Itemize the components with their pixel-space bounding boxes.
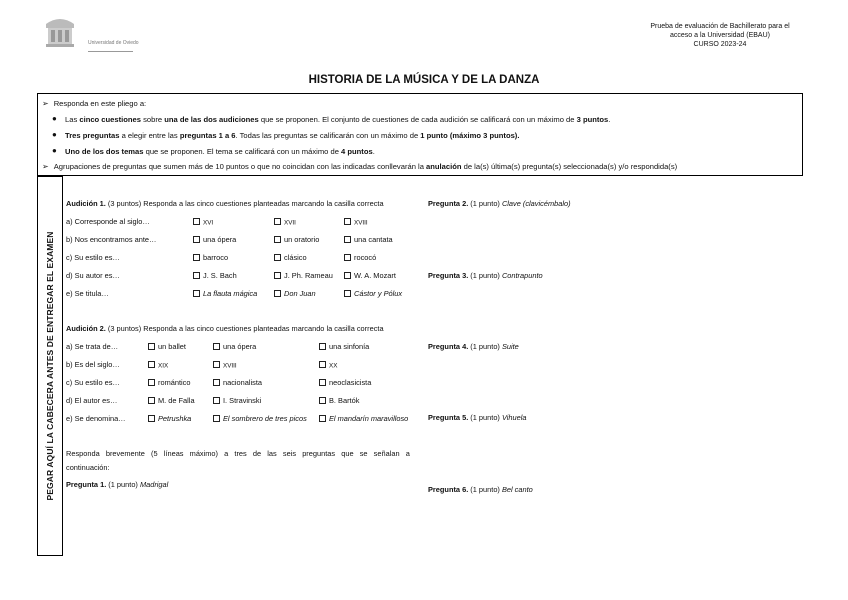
- checkbox[interactable]: [148, 343, 155, 350]
- checkbox[interactable]: [319, 415, 326, 422]
- aud2-question-b: b) Es del siglo…: [66, 360, 120, 369]
- checkbox[interactable]: [344, 236, 351, 243]
- checkbox[interactable]: [193, 254, 200, 261]
- aud2-question-e: e) Se denomina…: [66, 414, 126, 423]
- pregunta-1: Pregunta 1. (1 punto) Madrigal: [66, 480, 169, 489]
- checkbox[interactable]: [319, 343, 326, 350]
- instruction-bullet-1: Las cinco cuestiones sobre una de las dos audiciones que se proponen. El conjunto de cuestiones de cada audición se calificará con un máximo de 3 puntos.: [65, 115, 611, 124]
- aud2-question-c: c) Su estilo es…: [66, 378, 120, 387]
- aud2-d-option-3[interactable]: B. Bartók: [319, 396, 359, 405]
- checkbox[interactable]: [213, 379, 220, 386]
- pregunta-4: Pregunta 4. (1 punto) Suite: [428, 342, 519, 351]
- checkbox[interactable]: [213, 415, 220, 422]
- instructions-box: [37, 93, 803, 176]
- exam-info-line2: acceso a la Universidad (EBAU): [670, 32, 770, 39]
- aud1-question-d: d) Su autor es…: [66, 271, 120, 280]
- aud2-d-option-2[interactable]: I. Stravinski: [213, 396, 261, 405]
- aud2-a-option-2[interactable]: una ópera: [213, 342, 256, 351]
- page-title: HISTORIA DE LA MÚSICA Y DE LA DANZA: [308, 74, 540, 86]
- aud1-e-option-1[interactable]: La flauta mágica: [193, 289, 257, 298]
- checkbox[interactable]: [148, 361, 155, 368]
- checkbox[interactable]: [344, 272, 351, 279]
- checkbox[interactable]: [274, 290, 281, 297]
- pregunta-6: Pregunta 6. (1 punto) Bel canto: [428, 485, 533, 494]
- aud1-b-option-2[interactable]: un oratorio: [274, 235, 319, 244]
- pregunta-3: Pregunta 3. (1 punto) Contrapunto: [428, 271, 543, 280]
- pregunta-2: Pregunta 2. (1 punto) Clave (clavicémbalo): [428, 199, 571, 208]
- aud2-b-option-2[interactable]: XVIII: [213, 361, 237, 370]
- aud1-question-b: b) Nos encontramos ante…: [66, 235, 157, 244]
- checkbox[interactable]: [274, 236, 281, 243]
- aud2-a-option-1[interactable]: un ballet: [148, 342, 186, 351]
- exam-info-line1: Prueba de evaluación de Bachillerato para el: [650, 23, 790, 30]
- checkbox[interactable]: [274, 272, 281, 279]
- checkbox[interactable]: [319, 379, 326, 386]
- checkbox[interactable]: [148, 415, 155, 422]
- aud2-d-option-1[interactable]: M. de Falla: [148, 396, 195, 405]
- checkbox[interactable]: [193, 272, 200, 279]
- exam-info-line3: CURSO 2023-24: [693, 41, 747, 48]
- aud1-e-option-2[interactable]: Don Juan: [274, 289, 316, 298]
- aud2-b-option-3[interactable]: XX: [319, 361, 337, 370]
- checkbox[interactable]: [193, 218, 200, 225]
- checkbox[interactable]: [213, 343, 220, 350]
- instructions-intro: ➢ Responda en este pliego a:: [42, 99, 147, 108]
- aud2-question-a: a) Se trata de…: [66, 342, 119, 351]
- pregunta-5: Pregunta 5. (1 punto) Vihuela: [428, 413, 527, 422]
- side-label: PEGAR AQUÍ LA CABECERA ANTES DE ENTREGAR EL EXAMEN: [45, 231, 55, 501]
- aud2-c-option-3[interactable]: neoclasicista: [319, 378, 371, 387]
- checkbox[interactable]: [344, 218, 351, 225]
- checkbox[interactable]: [274, 254, 281, 261]
- arrow-icon: ➢: [42, 162, 49, 171]
- checkbox[interactable]: [319, 397, 326, 404]
- university-name: Universidad de Oviedo: [88, 40, 139, 46]
- university-logo: [40, 14, 135, 56]
- aud2-a-option-3[interactable]: una sinfonía: [319, 342, 369, 351]
- checkbox[interactable]: [213, 397, 220, 404]
- bullet-icon: ●: [52, 146, 57, 155]
- aud2-e-option-3[interactable]: El mandarín maravilloso: [319, 414, 408, 423]
- aud2-b-option-1[interactable]: XIX: [148, 361, 168, 370]
- aud2-c-option-1[interactable]: romántico: [148, 378, 190, 387]
- brief-instruction-line2: continuación:: [66, 463, 110, 472]
- aud1-a-option-2[interactable]: XVII: [274, 218, 296, 227]
- aud1-question-e: e) Se titula…: [66, 289, 109, 298]
- aud1-d-option-3[interactable]: W. A. Mozart: [344, 271, 396, 280]
- university-crest-icon: [40, 14, 80, 48]
- instruction-bullet-3: Uno de los dos temas que se proponen. El tema se calificará con un máximo de 4 puntos.: [65, 147, 375, 156]
- aud2-question-d: d) El autor es…: [66, 396, 118, 405]
- header-sticker-area: [37, 176, 63, 556]
- aud2-e-option-2[interactable]: El sombrero de tres picos: [213, 414, 307, 423]
- aud1-d-option-1[interactable]: J. S. Bach: [193, 271, 237, 280]
- logo-divider: [88, 51, 133, 52]
- aud1-a-option-3[interactable]: XVIII: [344, 218, 368, 227]
- aud1-d-option-2[interactable]: J. Ph. Rameau: [274, 271, 333, 280]
- instruction-bullet-2: Tres preguntas a elegir entre las preguntas 1 a 6. Todas las preguntas se calificarán con un máximo de 1 punto (máximo 3 puntos).: [65, 131, 520, 140]
- checkbox[interactable]: [148, 379, 155, 386]
- bullet-icon: ●: [52, 114, 57, 123]
- instructions-note: ➢ Agrupaciones de preguntas que sumen más de 10 puntos o que no coincidan con las indicadas conllevarán la anulación de la(s) última(s) pregunta(s) seleccionada(s) y/o respondida(s): [42, 162, 678, 171]
- aud2-e-option-1[interactable]: Petrushka: [148, 414, 191, 423]
- aud1-c-option-2[interactable]: clásico: [274, 253, 307, 262]
- bullet-icon: ●: [52, 130, 57, 139]
- checkbox[interactable]: [344, 290, 351, 297]
- checkbox[interactable]: [193, 290, 200, 297]
- aud1-b-option-3[interactable]: una cantata: [344, 235, 393, 244]
- aud1-e-option-3[interactable]: Cástor y Pólux: [344, 289, 402, 298]
- aud1-a-option-1[interactable]: XVI: [193, 218, 213, 227]
- checkbox[interactable]: [193, 236, 200, 243]
- checkbox[interactable]: [148, 397, 155, 404]
- aud1-question-c: c) Su estilo es…: [66, 253, 120, 262]
- checkbox[interactable]: [344, 254, 351, 261]
- audicion-2-heading: Audición 2. (3 puntos) Responda a las cinco cuestiones planteadas marcando la casilla correcta: [66, 324, 384, 333]
- arrow-icon: ➢: [42, 99, 49, 108]
- aud1-question-a: a) Corresponde al siglo…: [66, 217, 150, 226]
- exam-info: [640, 22, 800, 49]
- checkbox[interactable]: [213, 361, 220, 368]
- aud1-b-option-1[interactable]: una ópera: [193, 235, 236, 244]
- aud1-c-option-3[interactable]: rococó: [344, 253, 376, 262]
- checkbox[interactable]: [319, 361, 326, 368]
- aud1-c-option-1[interactable]: barroco: [193, 253, 228, 262]
- brief-instruction-line1: Responda brevemente (5 líneas máximo) a tres de las seis preguntas que se señalan a: [66, 449, 410, 458]
- checkbox[interactable]: [274, 218, 281, 225]
- audicion-1-heading: Audición 1. (3 puntos) Responda a las cinco cuestiones planteadas marcando la casilla correcta: [66, 199, 384, 208]
- aud2-c-option-2[interactable]: nacionalista: [213, 378, 262, 387]
